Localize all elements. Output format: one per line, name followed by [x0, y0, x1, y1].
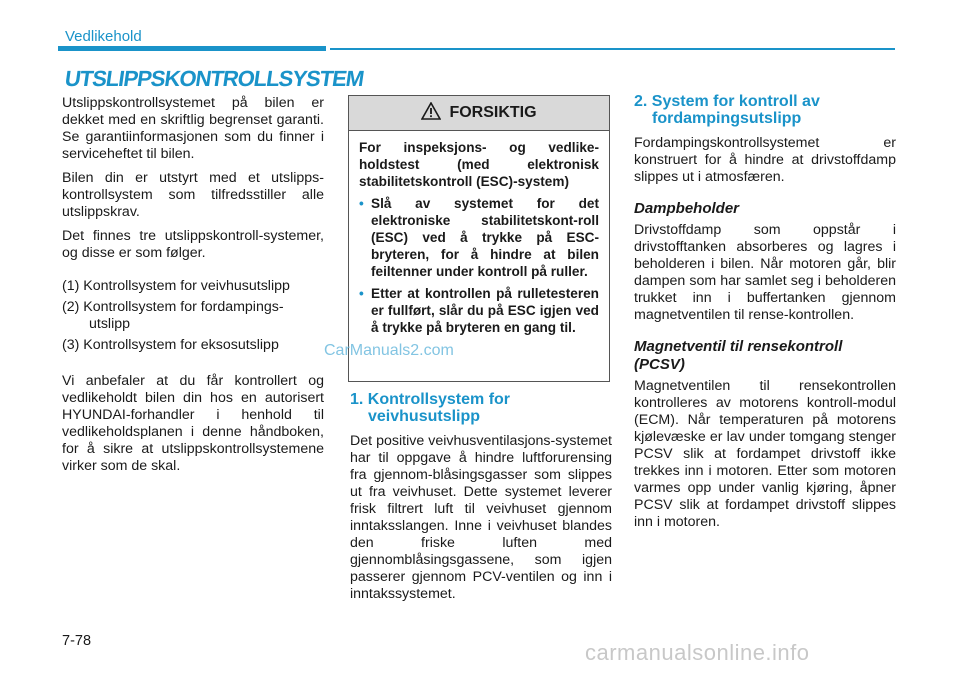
bullet-icon: • — [359, 286, 364, 301]
caution-bullet — [359, 195, 599, 280]
header-rule-thin — [330, 48, 895, 50]
section-label: Vedlikehold — [65, 28, 142, 45]
caution-body — [349, 131, 609, 336]
list-item: (3) Kontrollsystem for eksosutslipp — [62, 337, 279, 353]
page-number: 7-78 — [62, 633, 92, 649]
caution-intro: For inspeksjons- og vedlike-holdstest (med elektronisk stabilitetskontroll (ESC)-system) — [359, 140, 599, 189]
watermark: CarManuals2.com — [324, 342, 454, 359]
subheading: Magnetventil til rensekontroll (PCSV) — [634, 338, 843, 373]
header-rule-thick — [58, 46, 326, 51]
section-heading: 1. Kontrollsystem for veivhusutslipp — [350, 391, 511, 425]
section-heading: 2. System for kontroll av fordampingsutslipp — [634, 93, 820, 127]
caution-bullet-text: Slå av systemet for det elektroniske stabilitetskont-roll (ESC) ved å trykke på ESC-bryteren, for å hindre at bilen feiltenner under kontroll på ruller. — [371, 196, 599, 279]
paragraph: Utslippskontrollsystemet på bilen er dekket med en skriftlig begrenset garanti. Se garantiinformasjonen som du finner i serviceheftet til bilen. — [62, 95, 324, 162]
page-title: UTSLIPPSKONTROLLSYSTEM — [63, 66, 366, 91]
paragraph: Det positive veivhusventilasjons-systemet har til oppgave å hindre luftforurensing fra gjennom-blåsingsgasser som slippes ut fra veivhuset. Dette systemet leverer frisk filtrert luft til veivhuset gjennom inntaksslangen. Inne i veivhuset blandes den friske luften med gjennomblåsingsgassene, som igjen passerer gjennom PCV-ventilen og inn i inntakssystemet. — [350, 433, 612, 602]
list-item: (2) Kontrollsystem for fordampings-utslipp — [62, 299, 284, 332]
system-list — [62, 278, 324, 354]
footer-watermark: carmanualsonline.info — [585, 640, 810, 665]
paragraph: Magnetventilen til rensekontrollen kontrolleres av motorens kontroll-modul (ECM). Når temperaturen på motorens kjølevæske er lav under tomgang stenger PCSV slik at fordampet drivstoff ikke trekkes inn i motoren. Etter som motoren varmes opp under vanlig kjøring, åpner PCSV slik at fordampet drivstoff slippes inn i motoren. — [634, 378, 896, 530]
paragraph: Bilen din er utstyrt med et utslipps-kontrollsystem som tilfredsstiller alle utslippskrav. — [62, 170, 324, 220]
paragraph: Drivstoffdamp som oppstår i drivstofftanken absorberes og lagres i beholderen i bilen. Når motoren går, blir dampen som har samlet seg i beholderen trukket inn i buffertanken gjennom magnetventilen til rense-kontrollen. — [634, 222, 896, 323]
column-left — [62, 95, 324, 482]
paragraph: Fordampingskontrollsystemet er konstruert for å hindre at drivstoffdamp slippes ut i atmosfæren. — [634, 135, 896, 185]
caution-bullet-text: Etter at kontrollen på rulletesteren er fullført, slår du på ESC igjen ved å trykke på bryteren en gang til. — [371, 286, 599, 335]
column-right — [634, 93, 896, 538]
warning-triangle-icon — [421, 102, 441, 125]
subheading: Dampbeholder — [634, 200, 740, 217]
caution-bullet — [359, 285, 599, 336]
paragraph: Vi anbefaler at du får kontrollert og vedlikeholdt bilen din hos en autorisert HYUNDAI-forhandler i henhold til vedlikeholdsplanen i denne håndboken, for å sikre at utslippskontrollsystemene virker som de skal. — [62, 373, 324, 474]
list-item: (1) Kontrollsystem for veivhusutslipp — [62, 278, 290, 294]
caution-heading: FORSIKTIG — [449, 104, 537, 121]
caution-box — [348, 95, 610, 382]
bullet-icon: • — [359, 196, 364, 211]
column-middle — [350, 391, 612, 610]
caution-header — [349, 96, 609, 131]
paragraph: Det finnes tre utslippskontroll-systemer, og disse er som følger. — [62, 228, 324, 261]
